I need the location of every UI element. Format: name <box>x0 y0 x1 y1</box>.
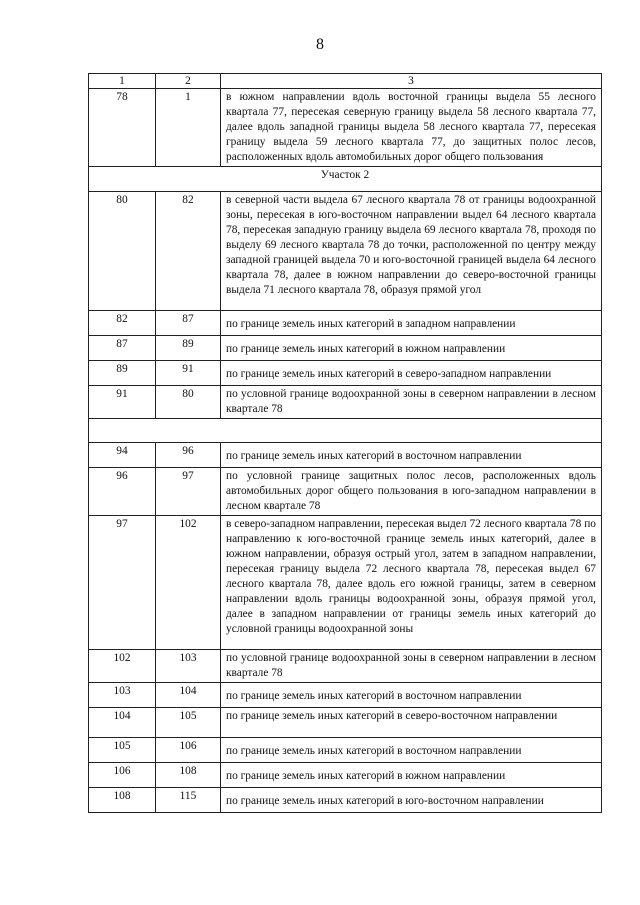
table-row <box>89 468 602 516</box>
section-row <box>89 167 602 192</box>
point-from: 89 <box>89 361 156 386</box>
point-to: 87 <box>156 311 221 336</box>
point-from: 105 <box>89 738 156 763</box>
table-row <box>89 361 602 386</box>
table-row <box>89 443 602 468</box>
column-header-to: 2 <box>156 74 221 89</box>
point-from: 102 <box>89 650 156 683</box>
boundary-description: по границе земель иных категорий в юго-восточном направлении <box>221 788 602 813</box>
section-row <box>89 419 602 443</box>
table-row <box>89 89 602 167</box>
point-from: 108 <box>89 788 156 813</box>
point-from: 104 <box>89 708 156 738</box>
point-to: 91 <box>156 361 221 386</box>
point-to: 105 <box>156 708 221 738</box>
point-to: 1 <box>156 89 221 167</box>
point-to: 80 <box>156 386 221 419</box>
table-row <box>89 336 602 361</box>
column-header-description: 3 <box>221 74 602 89</box>
column-header-from: 1 <box>89 74 156 89</box>
boundary-description: по условной границе защитных полос лесов, расположенных вдоль автомобильных дорог общего пользования в юго-западном направлении в лесном квартале 78 <box>221 468 602 516</box>
point-from: 106 <box>89 763 156 788</box>
boundary-description: по границе земель иных категорий в западном направлении <box>221 311 602 336</box>
boundary-description: в южном направлении вдоль восточной границы выдела 55 лесного квартала 77, пересекая северную границу выдела 58 лесного квартала 77, далее вдоль западной границы выдела 58 лесного квартала 77, пересекая границу выдела 59 лесного квартала 77, до защитных полос лесов, расположенных вдоль автомобильных дорог общего пользования <box>221 89 602 167</box>
table-body <box>89 89 602 813</box>
table-header-row <box>89 74 602 89</box>
point-from: 82 <box>89 311 156 336</box>
page-number: 8 <box>316 36 324 53</box>
point-from: 78 <box>89 89 156 167</box>
boundary-description: по условной границе водоохранной зоны в северном направлении в лесном квартале 78 <box>221 386 602 419</box>
point-from: 103 <box>89 683 156 708</box>
point-from: 94 <box>89 443 156 468</box>
boundary-description: по границе земель иных категорий в восточном направлении <box>221 443 602 468</box>
boundary-description: по границе земель иных категорий в северо-западном направлении <box>221 361 602 386</box>
table-row <box>89 738 602 763</box>
section-title: Участок 2 <box>89 167 602 192</box>
point-to: 103 <box>156 650 221 683</box>
table-row <box>89 683 602 708</box>
section-title <box>89 419 602 443</box>
point-to: 115 <box>156 788 221 813</box>
boundary-description: по границе земель иных категорий в восточном направлении <box>221 683 602 708</box>
point-to: 97 <box>156 468 221 516</box>
table-row <box>89 650 602 683</box>
point-from: 87 <box>89 336 156 361</box>
table-row <box>89 516 602 650</box>
boundary-description: по границе земель иных категорий в северо-восточном направлении <box>221 708 602 738</box>
boundary-description: по границе земель иных категорий в восточном направлении <box>221 738 602 763</box>
table-row <box>89 763 602 788</box>
point-from: 97 <box>89 516 156 650</box>
boundary-description: по границе земель иных категорий в южном направлении <box>221 763 602 788</box>
table-row <box>89 311 602 336</box>
boundary-description: в северо-западном направлении, пересекая выдел 72 лесного квартала 78 по направлению к юго-восточной границе земель иных категорий, далее в южном направлении, образуя острый угол, затем в западном направлении, пересекая границу выдела 72 лесного квартала 78, пересекая выдел 67 лесного квартала 78, далее вдоль его южной границы, затем в северном направлении вдоль границы водоохранной зоны, образуя прямой угол, далее в западном направлении от границы земель иных категорий до условной границы водоохранной зоны <box>221 516 602 650</box>
point-to: 104 <box>156 683 221 708</box>
boundary-description: в северной части выдела 67 лесного квартала 78 от границы водоохранной зоны, пересекая в юго-восточном направлении выдел 64 лесного квартала 78, пересекая западную границу выдела 69 лесного квартала 78, проходя по выделу 69 лесного квартала 78 до точки, расположенной по центру между западной границей выдела 70 и юго-восточной границей выдела 64 лесного квартала 78, далее в южном направлении до северо-восточной границы выдела 71 лесного квартала 78, образуя прямой угол <box>221 192 602 311</box>
table-row <box>89 386 602 419</box>
point-to: 102 <box>156 516 221 650</box>
point-to: 96 <box>156 443 221 468</box>
table-row <box>89 708 602 738</box>
boundary-description-table <box>88 73 602 813</box>
point-to: 89 <box>156 336 221 361</box>
boundary-description: по условной границе водоохранной зоны в северном направлении в лесном квартале 78 <box>221 650 602 683</box>
point-from: 91 <box>89 386 156 419</box>
boundary-description: по границе земель иных категорий в южном направлении <box>221 336 602 361</box>
point-from: 96 <box>89 468 156 516</box>
point-to: 82 <box>156 192 221 311</box>
point-to: 106 <box>156 738 221 763</box>
point-to: 108 <box>156 763 221 788</box>
point-from: 80 <box>89 192 156 311</box>
table-row <box>89 192 602 311</box>
table-row <box>89 788 602 813</box>
